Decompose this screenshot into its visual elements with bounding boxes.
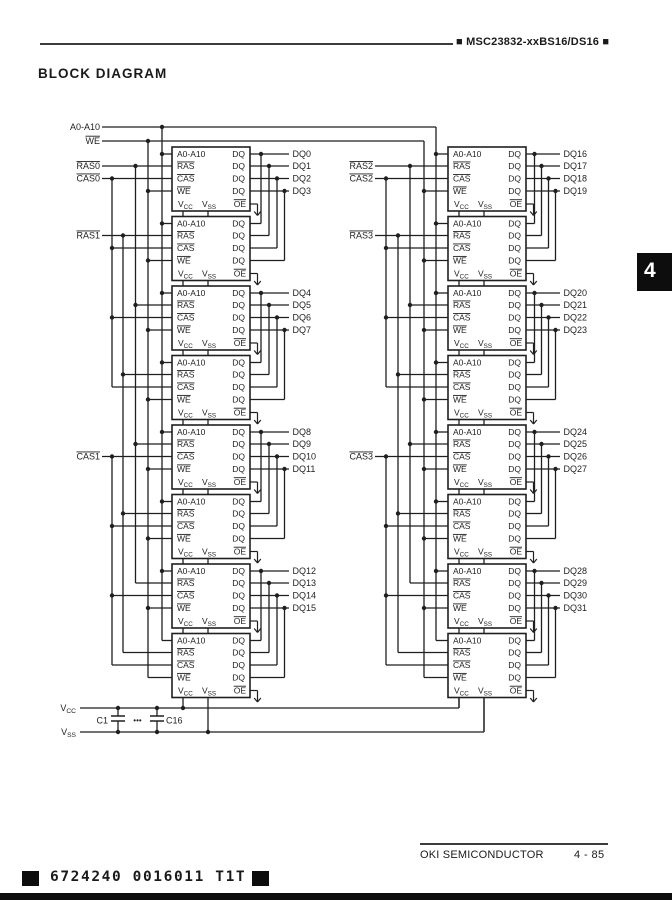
svg-text:A0-A10: A0-A10 — [177, 149, 206, 160]
svg-text:RAS: RAS — [177, 439, 195, 450]
svg-text:A0-A10: A0-A10 — [453, 149, 482, 160]
svg-text:DQ28: DQ28 — [563, 566, 588, 577]
svg-text:WE: WE — [177, 186, 191, 197]
svg-text:DQ25: DQ25 — [563, 439, 588, 450]
svg-text:DQ10: DQ10 — [292, 451, 317, 462]
svg-text:WE: WE — [453, 186, 467, 197]
power-rails — [60, 698, 484, 740]
svg-text:VSS: $V_{SS}$ — [202, 338, 217, 351]
svg-text:DQ24: DQ24 — [563, 427, 588, 438]
svg-text:A0-A10: A0-A10 — [177, 427, 206, 438]
svg-text:CAS: CAS — [453, 451, 471, 462]
dram-chip — [448, 356, 537, 425]
svg-text:RAS: RAS — [453, 647, 471, 658]
dram-chip — [172, 147, 261, 216]
dram-chip — [448, 286, 537, 355]
svg-text:C1: C1 — [96, 715, 108, 726]
bottom-bar — [0, 893, 672, 900]
svg-text:DQ: DQ — [508, 312, 521, 323]
svg-text:DQ: DQ — [232, 672, 245, 683]
svg-text:DQ: DQ — [232, 382, 245, 393]
svg-text:RAS: RAS — [177, 300, 195, 311]
svg-text:RAS: RAS — [453, 369, 471, 380]
svg-text:DQ21: DQ21 — [563, 300, 588, 311]
svg-text:A0-A10: A0-A10 — [177, 566, 206, 577]
svg-text:DQ20: DQ20 — [563, 288, 588, 299]
dram-chip — [448, 564, 537, 633]
svg-text:RAS: RAS — [177, 161, 195, 172]
svg-text:DQ: DQ — [508, 603, 521, 614]
svg-text:VCC: $V_{CC}$ — [454, 616, 469, 629]
svg-text:VCC: $V_{CC}$ — [60, 703, 76, 716]
svg-text:VCC: $V_{CC}$ — [178, 685, 193, 698]
dram-chip — [172, 217, 261, 286]
dram-chip — [448, 425, 537, 494]
svg-text:VCC: $V_{CC}$ — [454, 477, 469, 490]
svg-text:A0-A10: A0-A10 — [177, 288, 206, 299]
svg-text:C16: C16 — [166, 715, 183, 726]
svg-text:DQ: DQ — [508, 672, 521, 683]
svg-text:CAS2: CAS2 — [349, 173, 373, 184]
dram-chip — [172, 356, 261, 425]
svg-text:DQ2: DQ2 — [292, 173, 312, 184]
svg-text:A0-A10: A0-A10 — [177, 357, 206, 368]
svg-text:WE: WE — [177, 464, 191, 475]
control-buses-left — [76, 127, 172, 678]
svg-text:VSS: $V_{SS}$ — [202, 199, 217, 212]
svg-text:CAS3: CAS3 — [349, 451, 373, 462]
svg-text:VSS: $V_{SS}$ — [478, 338, 493, 351]
svg-text:VCC: $V_{CC}$ — [178, 199, 193, 212]
svg-text:OE: OE — [509, 477, 522, 487]
footer-rule — [420, 843, 608, 845]
svg-text:DQ: DQ — [232, 566, 245, 577]
svg-text:DQ: DQ — [232, 357, 245, 368]
svg-text:DQ6: DQ6 — [292, 312, 312, 323]
dram-chip — [448, 495, 537, 564]
svg-text:RAS3: RAS3 — [349, 230, 373, 241]
svg-text:DQ: DQ — [232, 300, 245, 311]
svg-text:DQ: DQ — [508, 635, 521, 646]
svg-text:VSS: $V_{SS}$ — [478, 199, 493, 212]
svg-text:DQ: DQ — [508, 464, 521, 475]
svg-text:RAS: RAS — [453, 230, 471, 241]
svg-text:DQ8: DQ8 — [292, 427, 312, 438]
svg-text:A0-A10: A0-A10 — [177, 496, 206, 507]
svg-text:VCC: $V_{CC}$ — [178, 546, 193, 559]
svg-text:RAS: RAS — [177, 369, 195, 380]
svg-text:DQ: DQ — [232, 312, 245, 323]
svg-text:CAS0: CAS0 — [76, 173, 100, 184]
svg-text:WE: WE — [453, 533, 467, 544]
svg-text:DQ: DQ — [508, 590, 521, 601]
svg-text:DQ: DQ — [232, 173, 245, 184]
svg-text:DQ: DQ — [508, 566, 521, 577]
svg-text:DQ1: DQ1 — [292, 161, 312, 172]
svg-text:DQ19: DQ19 — [563, 186, 588, 197]
svg-text:DQ: DQ — [232, 186, 245, 197]
footer-page-number: 4 - 85 — [574, 849, 605, 861]
svg-text:VCC: $V_{CC}$ — [178, 407, 193, 420]
svg-text:DQ: DQ — [232, 427, 245, 438]
svg-text:A0-A10: A0-A10 — [453, 496, 482, 507]
svg-text:DQ14: DQ14 — [292, 590, 317, 601]
dram-chip — [172, 634, 261, 703]
svg-text:A0-A10: A0-A10 — [453, 288, 482, 299]
svg-text:WE: WE — [177, 255, 191, 266]
svg-text:VCC: $V_{CC}$ — [454, 199, 469, 212]
svg-text:DQ: DQ — [232, 464, 245, 475]
svg-text:DQ: DQ — [508, 394, 521, 405]
svg-text:DQ: DQ — [232, 439, 245, 450]
svg-text:DQ26: DQ26 — [563, 451, 588, 462]
svg-text:DQ: DQ — [508, 325, 521, 336]
svg-text:DQ: DQ — [232, 149, 245, 160]
svg-text:A0-A10: A0-A10 — [177, 635, 206, 646]
svg-text:CAS: CAS — [453, 312, 471, 323]
svg-text:VCC: $V_{CC}$ — [454, 407, 469, 420]
svg-text:DQ7: DQ7 — [292, 325, 312, 336]
svg-text:DQ: DQ — [232, 578, 245, 589]
svg-text:VSS: $V_{SS}$ — [61, 727, 76, 740]
dram-chip — [448, 147, 537, 216]
svg-text:DQ: DQ — [232, 369, 245, 380]
svg-text:A0-A10: A0-A10 — [69, 122, 100, 132]
svg-text:WE: WE — [177, 672, 191, 683]
svg-text:A0-A10: A0-A10 — [453, 427, 482, 438]
svg-text:DQ: DQ — [508, 357, 521, 368]
svg-text:CAS: CAS — [453, 173, 471, 184]
svg-text:RAS1: RAS1 — [76, 230, 100, 241]
svg-text:DQ: DQ — [508, 230, 521, 241]
dram-chip — [172, 286, 261, 355]
code-square-left-icon — [22, 871, 39, 886]
svg-text:DQ12: DQ12 — [292, 566, 317, 577]
svg-text:CAS: CAS — [453, 243, 471, 254]
svg-text:RAS: RAS — [177, 508, 195, 519]
svg-text:CAS: CAS — [453, 521, 471, 532]
svg-text:VCC: $V_{CC}$ — [454, 268, 469, 281]
svg-text:DQ: DQ — [508, 255, 521, 266]
svg-text:VCC: $V_{CC}$ — [178, 338, 193, 351]
svg-text:DQ: DQ — [232, 533, 245, 544]
svg-text:VSS: $V_{SS}$ — [202, 616, 217, 629]
svg-text:DQ31: DQ31 — [563, 603, 588, 614]
code-text: 6724240 0016011 T1T — [50, 869, 247, 885]
svg-text:DQ: DQ — [508, 451, 521, 462]
svg-text:VCC: $V_{CC}$ — [454, 685, 469, 698]
svg-text:DQ: DQ — [508, 369, 521, 380]
dram-chip — [172, 495, 261, 564]
svg-text:VSS: $V_{SS}$ — [202, 268, 217, 281]
dram-chip — [172, 564, 261, 633]
svg-text:DQ: DQ — [232, 243, 245, 254]
footer-company: OKI SEMICONDUCTOR — [420, 849, 544, 861]
svg-text:CAS: CAS — [177, 521, 195, 532]
svg-text:WE: WE — [177, 603, 191, 614]
svg-text:A0-A10: A0-A10 — [453, 357, 482, 368]
svg-text:CAS: CAS — [177, 382, 195, 393]
svg-text:WE: WE — [177, 325, 191, 336]
svg-text:DQ: DQ — [232, 603, 245, 614]
svg-text:VSS: $V_{SS}$ — [202, 477, 217, 490]
svg-text:VCC: $V_{CC}$ — [454, 338, 469, 351]
svg-text:DQ: DQ — [508, 149, 521, 160]
svg-text:DQ: DQ — [232, 508, 245, 519]
code-strip — [0, 868, 672, 890]
svg-text:CAS: CAS — [177, 243, 195, 254]
svg-text:DQ: DQ — [232, 325, 245, 336]
svg-text:OE: OE — [233, 338, 246, 348]
svg-text:DQ15: DQ15 — [292, 603, 317, 614]
svg-text:•••: ••• — [133, 716, 142, 725]
svg-text:DQ17: DQ17 — [563, 161, 588, 172]
svg-text:VCC: $V_{CC}$ — [178, 477, 193, 490]
dram-chip — [448, 217, 537, 286]
svg-text:DQ: DQ — [508, 173, 521, 184]
svg-text:DQ: DQ — [508, 647, 521, 658]
svg-text:RAS: RAS — [177, 578, 195, 589]
svg-text:VSS: $V_{SS}$ — [478, 685, 493, 698]
svg-text:RAS2: RAS2 — [349, 161, 373, 172]
svg-text:DQ: DQ — [508, 300, 521, 311]
svg-text:DQ: DQ — [232, 496, 245, 507]
svg-text:DQ: DQ — [508, 660, 521, 671]
svg-text:DQ: DQ — [508, 243, 521, 254]
svg-text:RAS: RAS — [453, 578, 471, 589]
svg-text:A0-A10: A0-A10 — [453, 566, 482, 577]
chip-column-right — [448, 147, 537, 702]
svg-text:DQ: DQ — [232, 521, 245, 532]
svg-text:CAS: CAS — [453, 660, 471, 671]
svg-text:DQ: DQ — [508, 439, 521, 450]
svg-text:VSS: $V_{SS}$ — [478, 616, 493, 629]
page-title: BLOCK DIAGRAM — [38, 66, 168, 81]
svg-text:RAS0: RAS0 — [76, 161, 100, 172]
dram-chip — [172, 425, 261, 494]
svg-text:DQ30: DQ30 — [563, 590, 588, 601]
svg-text:DQ18: DQ18 — [563, 173, 588, 184]
svg-text:DQ: DQ — [232, 230, 245, 241]
svg-text:DQ29: DQ29 — [563, 578, 588, 589]
svg-text:WE: WE — [453, 255, 467, 266]
svg-text:VSS: $V_{SS}$ — [202, 546, 217, 559]
svg-text:DQ: DQ — [508, 161, 521, 172]
svg-text:OE: OE — [509, 268, 522, 279]
svg-text:OE: OE — [233, 407, 246, 418]
svg-text:WE: WE — [177, 394, 191, 405]
svg-text:CAS: CAS — [453, 382, 471, 393]
svg-text:RAS: RAS — [453, 161, 471, 172]
svg-text:OE: OE — [509, 616, 522, 626]
top-input-buses — [70, 122, 436, 146]
svg-text:DQ: DQ — [508, 496, 521, 507]
svg-text:VSS: $V_{SS}$ — [202, 407, 217, 420]
svg-text:DQ: DQ — [508, 186, 521, 197]
svg-text:WE: WE — [453, 325, 467, 336]
svg-text:WE: WE — [453, 394, 467, 405]
svg-text:DQ13: DQ13 — [292, 578, 317, 589]
svg-text:OE: OE — [233, 477, 246, 487]
svg-text:WE: WE — [453, 603, 467, 614]
dq-nets-left — [250, 149, 316, 677]
svg-text:OE: OE — [509, 546, 522, 557]
svg-text:DQ3: DQ3 — [292, 186, 312, 197]
svg-text:DQ22: DQ22 — [563, 312, 588, 323]
svg-text:DQ: DQ — [232, 288, 245, 299]
dram-chip — [448, 634, 537, 703]
svg-text:CAS1: CAS1 — [76, 451, 100, 462]
svg-text:A0-A10: A0-A10 — [177, 218, 206, 229]
svg-text:CAS: CAS — [177, 590, 195, 601]
svg-text:VSS: $V_{SS}$ — [478, 407, 493, 420]
svg-text:OE: OE — [509, 685, 522, 696]
svg-text:DQ: DQ — [232, 161, 245, 172]
svg-text:DQ: DQ — [508, 521, 521, 532]
svg-text:DQ: DQ — [232, 255, 245, 266]
svg-text:DQ: DQ — [508, 218, 521, 229]
svg-text:DQ: DQ — [508, 508, 521, 519]
svg-text:DQ0: DQ0 — [292, 149, 312, 160]
svg-text:VSS: $V_{SS}$ — [478, 477, 493, 490]
svg-text:OE: OE — [233, 546, 246, 557]
svg-text:OE: OE — [509, 338, 522, 348]
dq-nets-right — [526, 149, 587, 677]
svg-text:VSS: $V_{SS}$ — [478, 546, 493, 559]
svg-text:DQ16: DQ16 — [563, 149, 588, 160]
svg-text:OE: OE — [233, 685, 246, 696]
svg-text:VSS: $V_{SS}$ — [202, 685, 217, 698]
svg-text:RAS: RAS — [177, 230, 195, 241]
svg-text:A0-A10: A0-A10 — [453, 635, 482, 646]
doc-number: ■ MSC23832-xxBS16/DS16 ■ — [456, 36, 610, 48]
svg-text:DQ: DQ — [232, 394, 245, 405]
svg-text:DQ11: DQ11 — [292, 464, 316, 475]
svg-text:RAS: RAS — [453, 508, 471, 519]
svg-text:DQ: DQ — [232, 660, 245, 671]
svg-text:OE: OE — [233, 268, 246, 279]
section-tab-number: 4 — [644, 259, 656, 282]
svg-text:DQ23: DQ23 — [563, 325, 588, 336]
chip-column-left — [172, 147, 261, 702]
svg-text:CAS: CAS — [177, 451, 195, 462]
svg-text:DQ5: DQ5 — [292, 300, 312, 311]
svg-text:OE: OE — [509, 407, 522, 418]
svg-text:WE: WE — [453, 672, 467, 683]
svg-text:CAS: CAS — [453, 590, 471, 601]
svg-text:VSS: $V_{SS}$ — [478, 268, 493, 281]
code-square-right-icon — [252, 871, 269, 886]
svg-text:WE: WE — [85, 136, 100, 146]
svg-text:DQ: DQ — [508, 288, 521, 299]
svg-text:RAS: RAS — [453, 300, 471, 311]
svg-text:CAS: CAS — [177, 173, 195, 184]
control-buses-right — [349, 127, 448, 678]
svg-text:DQ27: DQ27 — [563, 464, 588, 475]
svg-text:DQ: DQ — [232, 647, 245, 658]
svg-text:DQ: DQ — [232, 218, 245, 229]
svg-text:DQ: DQ — [508, 533, 521, 544]
svg-text:OE: OE — [233, 616, 246, 626]
svg-text:A0-A10: A0-A10 — [453, 218, 482, 229]
svg-text:DQ: DQ — [508, 427, 521, 438]
svg-text:DQ9: DQ9 — [292, 439, 312, 450]
svg-text:OE: OE — [233, 199, 246, 209]
svg-text:DQ: DQ — [508, 382, 521, 393]
svg-text:RAS: RAS — [453, 439, 471, 450]
svg-text:DQ: DQ — [508, 578, 521, 589]
svg-text:WE: WE — [453, 464, 467, 475]
svg-text:CAS: CAS — [177, 660, 195, 671]
svg-text:DQ4: DQ4 — [292, 288, 312, 299]
svg-text:VCC: $V_{CC}$ — [178, 616, 193, 629]
svg-text:CAS: CAS — [177, 312, 195, 323]
svg-text:DQ: DQ — [232, 451, 245, 462]
svg-text:WE: WE — [177, 533, 191, 544]
svg-text:DQ: DQ — [232, 590, 245, 601]
svg-text:VCC: $V_{CC}$ — [178, 268, 193, 281]
svg-text:VCC: $V_{CC}$ — [454, 546, 469, 559]
svg-text:OE: OE — [509, 199, 522, 209]
svg-text:RAS: RAS — [177, 647, 195, 658]
svg-text:DQ: DQ — [232, 635, 245, 646]
